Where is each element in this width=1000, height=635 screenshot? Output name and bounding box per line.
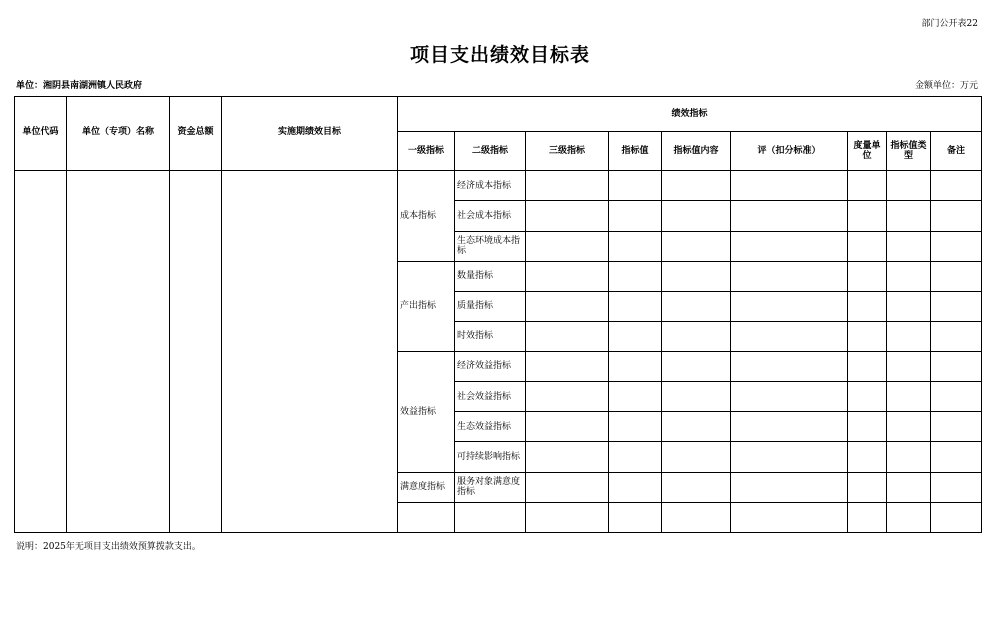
level2-cell: 可持续影响指标 [455, 442, 526, 472]
empty-cell [848, 472, 887, 502]
empty-cell [609, 291, 662, 321]
empty-cell [662, 261, 731, 291]
empty-cell [931, 412, 982, 442]
empty-cell [609, 412, 662, 442]
empty-cell [662, 171, 731, 201]
performance-table [14, 96, 982, 533]
empty-cell [609, 502, 662, 532]
empty-cell [731, 171, 848, 201]
amount-unit-label: 金额单位：万元 [914, 81, 978, 91]
level2-cell: 质量指标 [455, 291, 526, 321]
empty-cell [609, 352, 662, 382]
empty-cell [731, 291, 848, 321]
level2-cell: 数量指标 [455, 261, 526, 291]
empty-cell [526, 382, 609, 412]
empty-cell [887, 171, 931, 201]
col-level2: 二级指标 [455, 132, 526, 171]
empty-cell [887, 502, 931, 532]
unit-name-cell [67, 171, 170, 533]
empty-cell [931, 171, 982, 201]
empty-cell [662, 472, 731, 502]
empty-cell [931, 502, 982, 532]
empty-cell [526, 442, 609, 472]
empty-cell [887, 261, 931, 291]
empty-cell [848, 261, 887, 291]
empty-cell [731, 261, 848, 291]
empty-cell [526, 201, 609, 231]
unit-label: 单位：湘阴县南湖洲镇人民政府 [16, 81, 143, 91]
empty-cell [609, 382, 662, 412]
empty-cell [731, 321, 848, 351]
level2-cell: 时效指标 [455, 321, 526, 351]
empty-cell [526, 261, 609, 291]
table-number: 部门公开表22 [921, 19, 978, 29]
empty-cell [731, 442, 848, 472]
empty-cell [887, 321, 931, 351]
level2-cell: 经济效益指标 [455, 352, 526, 382]
empty-cell [848, 291, 887, 321]
empty-cell [398, 502, 455, 532]
footnote: 说明：2025年无项目支出绩效预算拨款支出。 [16, 542, 201, 552]
empty-cell [526, 231, 609, 261]
empty-cell [848, 321, 887, 351]
level2-cell: 社会成本指标 [455, 201, 526, 231]
col-performance-indicators: 绩效指标 [398, 97, 982, 132]
empty-cell [731, 412, 848, 442]
col-remark: 备注 [931, 132, 982, 171]
col-unit-code: 单位代码 [15, 97, 67, 171]
empty-cell [526, 472, 609, 502]
col-total-funds: 资金总额 [170, 97, 222, 171]
level2-cell: 社会效益指标 [455, 382, 526, 412]
empty-cell [526, 171, 609, 201]
empty-cell [848, 442, 887, 472]
empty-cell [662, 352, 731, 382]
page-title: 项目支出绩效目标表 [409, 44, 590, 66]
empty-cell [887, 352, 931, 382]
empty-cell [662, 412, 731, 442]
empty-cell [931, 352, 982, 382]
empty-cell [662, 502, 731, 532]
empty-cell [887, 231, 931, 261]
empty-cell [848, 412, 887, 442]
col-performance-goal: 实施期绩效目标 [222, 97, 398, 171]
empty-cell [662, 321, 731, 351]
col-level3: 三级指标 [526, 132, 609, 171]
empty-cell [609, 261, 662, 291]
empty-cell [887, 412, 931, 442]
empty-cell [848, 201, 887, 231]
empty-cell [887, 291, 931, 321]
empty-cell [609, 321, 662, 351]
empty-cell [848, 502, 887, 532]
empty-cell [526, 502, 609, 532]
col-scoring-standard: 评（扣分标准） [731, 132, 848, 171]
empty-cell [526, 321, 609, 351]
empty-cell [931, 201, 982, 231]
col-measure-unit: 度量单位 [848, 132, 887, 171]
level2-cell: 生态环境成本指标 [455, 231, 526, 261]
empty-cell [887, 442, 931, 472]
level2-cell: 服务对象满意度指标 [455, 472, 526, 502]
level1-cell: 产出指标 [398, 261, 455, 351]
empty-cell [887, 382, 931, 412]
empty-cell [731, 502, 848, 532]
empty-cell [609, 231, 662, 261]
empty-cell [609, 442, 662, 472]
empty-cell [848, 382, 887, 412]
empty-cell [455, 502, 526, 532]
empty-cell [662, 231, 731, 261]
empty-cell [526, 291, 609, 321]
empty-cell [526, 412, 609, 442]
col-indicator-value: 指标值 [609, 132, 662, 171]
table-row [15, 171, 982, 201]
empty-cell [931, 321, 982, 351]
level2-cell: 经济成本指标 [455, 171, 526, 201]
unit-code-cell [15, 171, 67, 533]
empty-cell [731, 231, 848, 261]
empty-cell [662, 291, 731, 321]
empty-cell [609, 201, 662, 231]
empty-cell [887, 201, 931, 231]
empty-cell [887, 472, 931, 502]
empty-cell [848, 231, 887, 261]
empty-cell [731, 382, 848, 412]
empty-cell [662, 382, 731, 412]
empty-cell [609, 472, 662, 502]
empty-cell [931, 261, 982, 291]
empty-cell [731, 201, 848, 231]
level1-cell: 成本指标 [398, 171, 455, 261]
empty-cell [662, 442, 731, 472]
level2-cell: 生态效益指标 [455, 412, 526, 442]
empty-cell [848, 171, 887, 201]
table-body [15, 171, 982, 533]
empty-cell [731, 472, 848, 502]
empty-cell [931, 291, 982, 321]
empty-cell [931, 231, 982, 261]
performance-goal-cell [222, 171, 398, 533]
empty-cell [526, 352, 609, 382]
empty-cell [848, 352, 887, 382]
col-value-content: 指标值内容 [662, 132, 731, 171]
col-level1: 一级指标 [398, 132, 455, 171]
empty-cell [931, 442, 982, 472]
empty-cell [931, 382, 982, 412]
level1-cell: 效益指标 [398, 352, 455, 473]
empty-cell [609, 171, 662, 201]
col-value-type: 指标值类型 [887, 132, 931, 171]
col-unit-name: 单位（专项）名称 [67, 97, 170, 171]
empty-cell [662, 201, 731, 231]
empty-cell [931, 472, 982, 502]
empty-cell [731, 352, 848, 382]
total-funds-cell [170, 171, 222, 533]
level1-cell: 满意度指标 [398, 472, 455, 502]
